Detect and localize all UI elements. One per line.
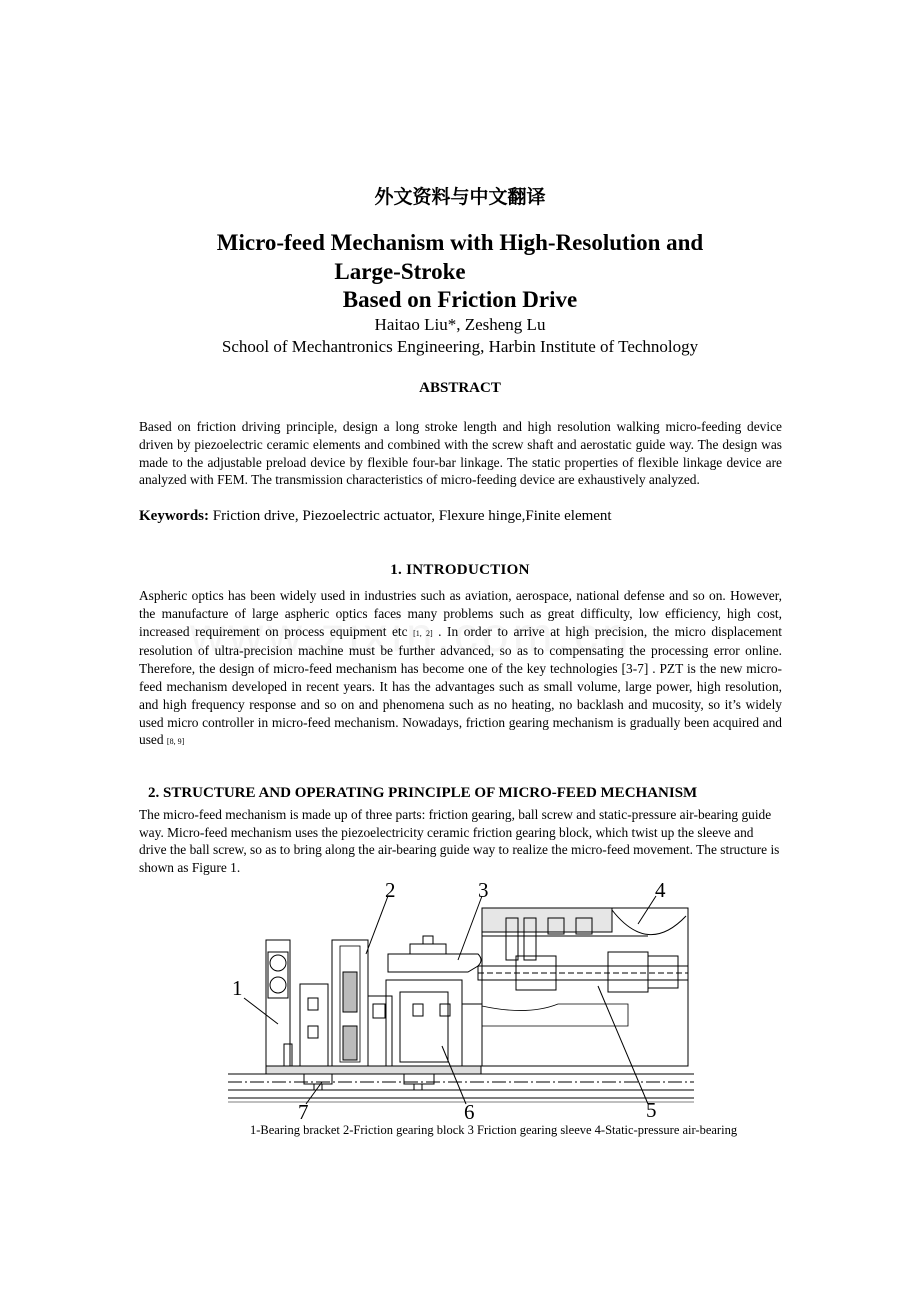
affiliation: School of Mechantronics Engineering, Harbin Institute of Technology: [221, 337, 699, 356]
figure-label-2: 2: [385, 878, 396, 902]
section2-text: The micro-feed mechanism is made up of three parts: friction gearing, ball screw and static-pressure air-bearing guide way. Micro-feed mechanism uses the piezoelectricity ceramic friction gearing block, which twist up the sleeve and drive the ball screw, so as to bring along the air-bearing guide way to realize the micro-feed movement. The structure is shown as Figure 1.: [139, 807, 780, 875]
abstract-text: Based on friction driving principle, design a long stroke length and high resolution walking micro-feeding device driven by piezoelectric ceramic elements and combined with the screw shaft and aerostatic guide way. The design was made to the adjustable preload device by flexible four-bar linkage. The static properties of flexible linkage device are analyzed with FEM. The transmission characteristics of micro-feeding device are exhaustively analyzed.: [139, 419, 782, 488]
paper-title: [150, 229, 770, 315]
introduction-text: [139, 587, 782, 751]
keywords: [139, 508, 782, 525]
keywords-list: Friction drive, Piezoelectric actuator, Flexure hinge,Finite element: [212, 508, 612, 524]
title-line-3: Based on Friction Drive: [342, 287, 578, 312]
figure-label-6: 6: [464, 1100, 475, 1124]
figure-label-5: 5: [646, 1098, 657, 1122]
figure-label-7: 7: [298, 1100, 309, 1124]
citation-8-9: [8, 9]: [166, 737, 185, 747]
title-line-1: Micro-feed Mechanism with High-Resolution and: [216, 230, 704, 255]
keywords-label: Keywords:: [139, 508, 209, 524]
authors: Haitao Liu*, Zesheng Lu: [374, 315, 546, 334]
introduction-heading: 1. INTRODUCTION: [390, 562, 530, 578]
chinese-title: 外文资料与中文翻译: [374, 186, 546, 208]
figure-label-3: 3: [478, 878, 489, 902]
intro-text-a: Aspheric optics has been widely used in industries such as aviation, aerospace, national defense and so on. However, the manufacture of large aspheric optics faces many problems such as great difficulty, low efficiency, high cost, increased requirement on process equipment etc: [139, 588, 782, 639]
intro-text-b: . In order to arrive at high precision, the micro displacement resolution of ultra-precision machine must be further advanced, so as to compensating the processing error online. Therefore, the design of micro-feed mechanism has become one of the key technologies [3-7] . PZT is the new micro-feed mechanism developed in recent years. It has the advantages such as small volume, large power, high resolution, and high frequency response and so on and phenomena such as no heating, no backlash and mucosity, so it’s widely used micro controller in micro-feed mechanism. Nowadays, friction gearing mechanism is gradually been acquired and used: [139, 623, 783, 748]
section2-heading: 2. STRUCTURE AND OPERATING PRINCIPLE OF MICRO-FEED MECHANISM: [148, 785, 698, 801]
figure-1-caption: 1-Bearing bracket 2-Friction gearing block 3 Friction gearing sleeve 4-Static-pressure air-bearing: [250, 1123, 738, 1137]
figure-1-mechanism-drawing: [228, 876, 694, 1122]
figure-label-1: 1: [232, 976, 243, 1000]
citation-1-2: [1, 2]: [413, 628, 433, 638]
figure-label-4: 4: [655, 878, 666, 902]
title-line-2: Large-Stroke: [334, 258, 466, 284]
abstract-heading: ABSTRACT: [419, 380, 501, 396]
